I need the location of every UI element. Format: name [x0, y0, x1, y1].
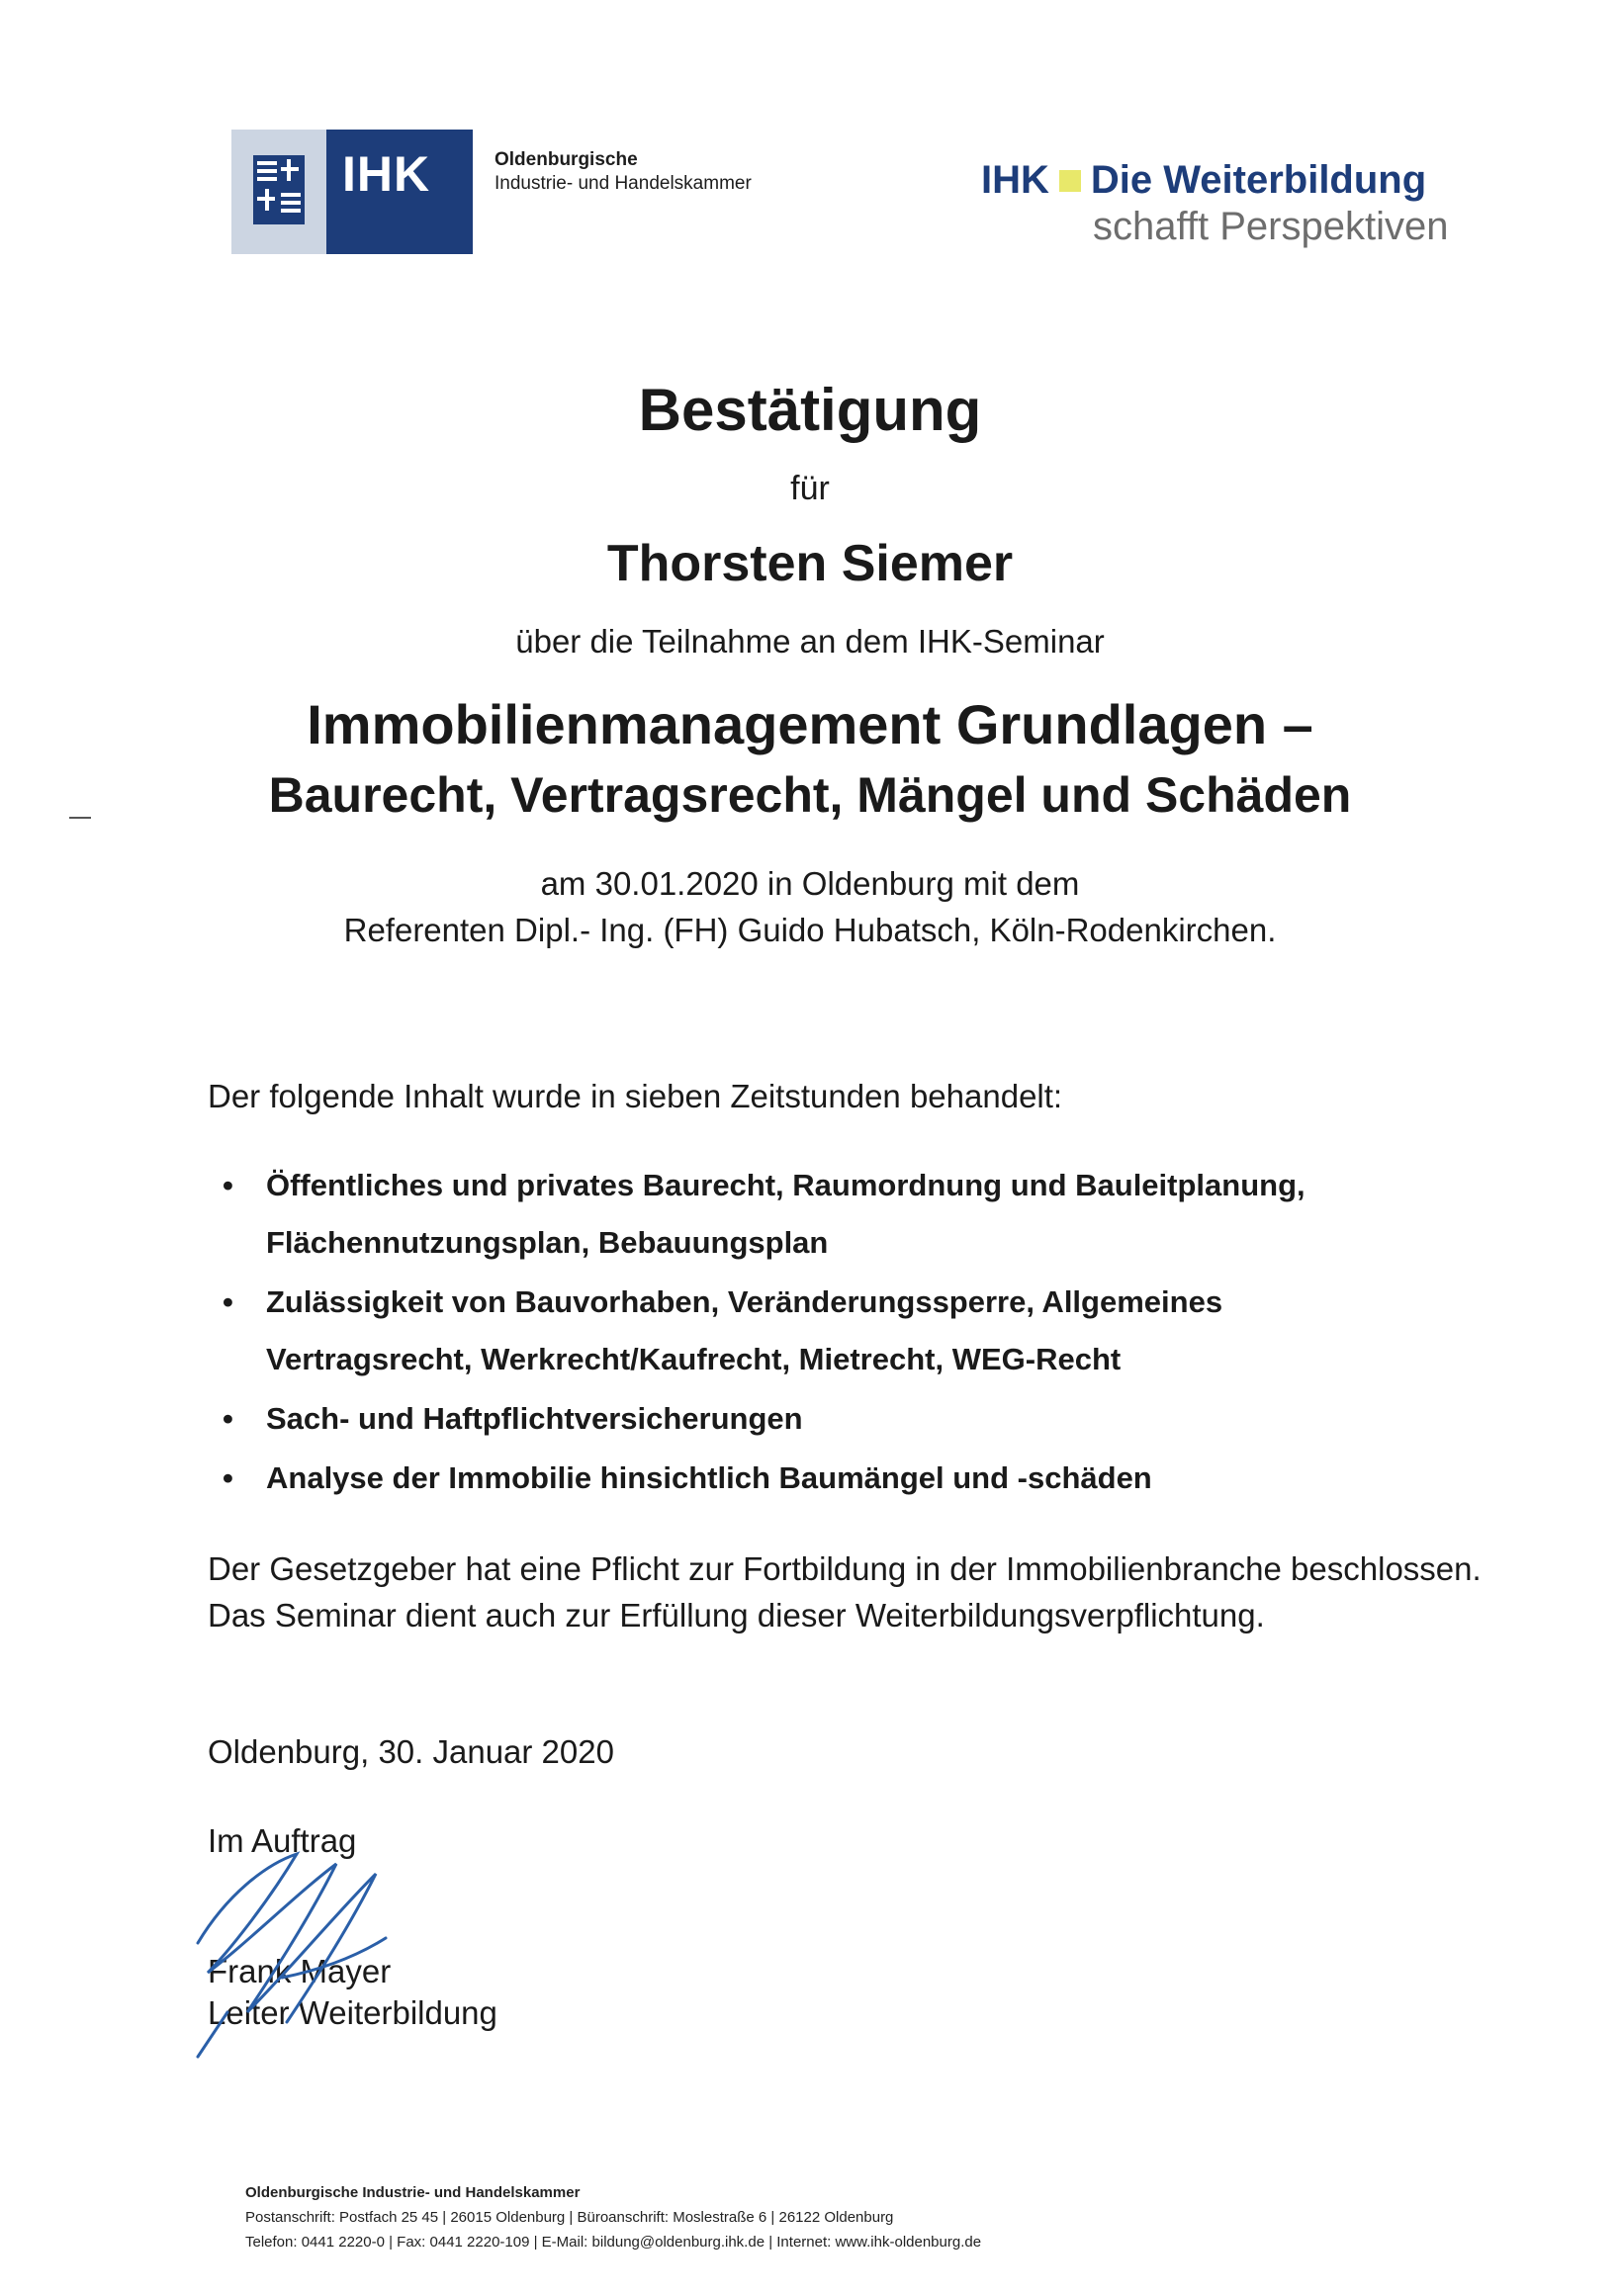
- topic-line: Öffentliches und privates Baurecht, Raumordnung und Bauleitplanung,: [266, 1168, 1305, 1202]
- document-title: Bestätigung: [638, 377, 982, 443]
- coat-of-arms-icon: [231, 130, 326, 254]
- org-name-line2: Industrie- und Handelskammer: [495, 173, 752, 194]
- weiterbildung-tagline: [981, 158, 1448, 249]
- seminar-date-line: am 30.01.2020 in Oldenburg mit dem: [540, 865, 1080, 902]
- bullet-icon: •: [223, 1168, 233, 1202]
- on-behalf-label: Im Auftrag: [208, 1822, 357, 1859]
- tagline-prefix: IHK: [981, 158, 1049, 202]
- footer-org: Oldenburgische Industrie- und Handelskammer: [245, 2184, 581, 2201]
- bullet-icon: •: [223, 1284, 233, 1319]
- seminar-title-line1: Immobilienmanagement Grundlagen –: [307, 693, 1313, 755]
- handwritten-signature: [188, 1824, 425, 2062]
- footer-address: Postanschrift: Postfach 25 45 | 26015 Oldenburg | Büroanschrift: Moslestraße 6 | 26122 Oldenburg: [245, 2209, 894, 2226]
- seminar-title-line2: Baurecht, Vertragsrecht, Mängel und Schäden: [268, 767, 1352, 823]
- topic-line: Zulässigkeit von Bauvorhaben, Veränderungssperre, Allgemeines: [266, 1284, 1223, 1319]
- bullet-icon: •: [223, 1460, 233, 1495]
- content-intro: Der folgende Inhalt wurde in sieben Zeitstunden behandelt:: [208, 1078, 1063, 1114]
- recipient-name: Thorsten Siemer: [606, 535, 1014, 592]
- organization-name: [495, 148, 752, 196]
- legal-note-line2: Das Seminar dient auch zur Erfüllung dieser Weiterbildungsverpflichtung.: [208, 1597, 1265, 1634]
- topic-line: Vertragsrecht, Werkrecht/Kaufrecht, Mietrecht, WEG-Recht: [266, 1342, 1122, 1376]
- referent-line: Referenten Dipl.- Ing. (FH) Guido Hubatsch, Köln-Rodenkirchen.: [343, 912, 1277, 948]
- legal-note-line1: Der Gesetzgeber hat eine Pflicht zur Fortbildung in der Immobilienbranche beschlossen.: [208, 1550, 1482, 1587]
- tagline-main: Die Weiterbildung: [1090, 158, 1427, 202]
- bullet-icon: •: [223, 1401, 233, 1436]
- list-item: [223, 1157, 1459, 1272]
- ihk-logo: [231, 130, 473, 254]
- signer-role: Leiter Weiterbildung: [208, 1994, 497, 2031]
- ihk-logo-text: IHK: [342, 146, 431, 202]
- for-label: für: [790, 470, 830, 507]
- yellow-square-icon: [1059, 170, 1081, 192]
- topic-line: Flächennutzungsplan, Bebauungsplan: [266, 1225, 829, 1260]
- list-item: [223, 1450, 1459, 1507]
- tagline-sub: schafft Perspektiven: [1093, 205, 1449, 248]
- topic-list: [223, 1157, 1459, 1509]
- topic-line: Analyse der Immobilie hinsichtlich Baumängel und -schäden: [266, 1460, 1152, 1495]
- letterhead-footer: [245, 2180, 981, 2254]
- footer-contact: Telefon: 0441 2220-0 | Fax: 0441 2220-109 | E-Mail: bildung@oldenburg.ihk.de | Internet: www.ihk-oldenburg.de: [245, 2234, 982, 2251]
- participation-intro: über die Teilnahme an dem IHK-Seminar: [515, 623, 1105, 660]
- list-item: [223, 1390, 1459, 1448]
- list-item: [223, 1274, 1459, 1388]
- place-date: Oldenburg, 30. Januar 2020: [208, 1733, 614, 1770]
- org-name-line1: Oldenburgische: [495, 149, 638, 170]
- signer-name: Frank Mayer: [208, 1953, 392, 1989]
- topic-line: Sach- und Haftpflichtversicherungen: [266, 1401, 803, 1436]
